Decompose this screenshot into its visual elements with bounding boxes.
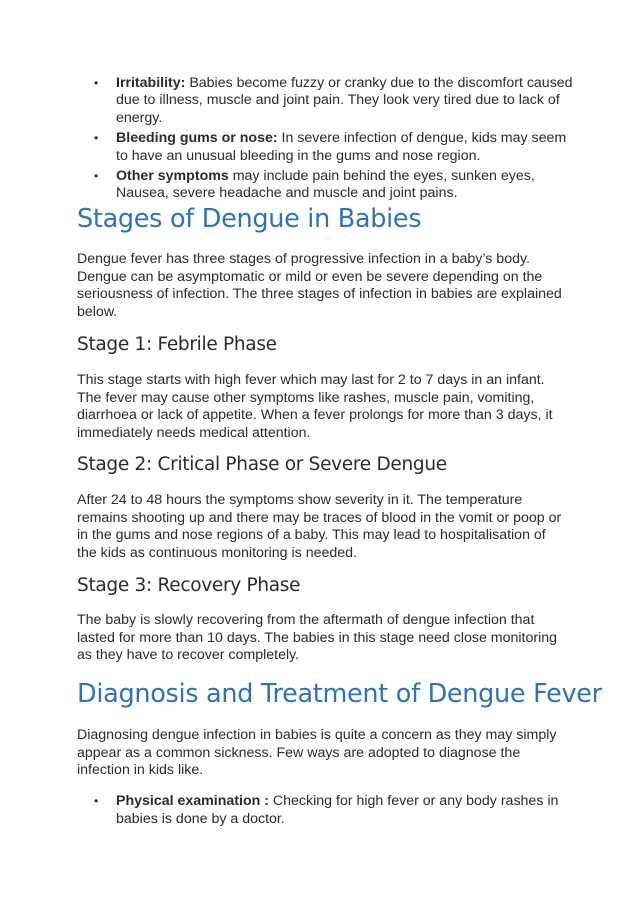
stage2-heading: Stage 2: Critical Phase or Severe Dengue [77, 454, 447, 475]
symptom-text: may include pain behind the eyes, sunken eyes, Nausea, severe headache and muscle and joint pains. [116, 168, 535, 202]
diagnosis-list [94, 793, 564, 828]
diagnosis-term: Physical examination : [116, 793, 269, 809]
bullet-icon: • [94, 169, 99, 184]
bullet-icon: • [94, 131, 99, 146]
stage3-text: The baby is slowly recovering from the aftermath of dengue infection that lasted for more than 10 days. The babies in this stage need close monitoring as they have to recover completely. [77, 612, 558, 664]
diagnosis-intro: Diagnosing dengue infection in babies is quite a concern as they may simply appear as a common sickness. Few ways are adopted to diagnose the infection in kids like. [77, 727, 557, 779]
symptom-term: Other symptoms [116, 168, 229, 185]
bullet-icon: • [94, 794, 99, 808]
diagnosis-text: Checking for high fever or any body rashes in babies is done by a doctor. [116, 793, 559, 827]
stage1-heading: Stage 1: Febrile Phase [77, 334, 277, 355]
bullet-icon: • [94, 76, 99, 90]
stage3-heading: Stage 3: Recovery Phase [77, 575, 301, 596]
symptom-list [94, 75, 574, 206]
list-item [94, 793, 564, 828]
stages-intro: Dengue fever has three stages of progressive infection in a baby’s body. Dengue can be asymptomatic or mild or even be severe depending on the seriousness of infection. The three stages of infection in babies are explained below. [77, 251, 562, 320]
symptom-text: Babies become fuzzy or cranky due to the discomfort caused due to illness, muscle and joint pain. They look very tired due to lack of energy. [116, 75, 573, 126]
stages-heading: Stages of Dengue in Babies [77, 204, 422, 234]
symptom-term: Irritability: [116, 75, 186, 91]
symptom-text: In severe infection of dengue, kids may seem to have an unusual bleeding in the gums and nose region. [116, 130, 567, 164]
list-item [94, 168, 574, 203]
list-item [94, 130, 574, 165]
stage1-text: This stage starts with high fever which may last for 2 to 7 days in an infant. The fever may cause other symptoms like rashes, muscle pain, vomiting, diarrhoea or lack of appetite. When a fever prolongs for more than 3 days, it immediately needs medical attention. [77, 372, 553, 441]
stage2-text: After 24 to 48 hours the symptoms show severity in it. The temperature remains shooting up and there may be traces of blood in the vomit or poop or in the gums and nose regions of a baby. This may lead to hospitalisation of the kids as continuous monitoring is needed. [77, 492, 562, 561]
list-item [94, 75, 574, 127]
symptom-term: Bleeding gums or nose: [116, 130, 278, 147]
diagnosis-heading: Diagnosis and Treatment of Dengue Fever [77, 679, 602, 709]
